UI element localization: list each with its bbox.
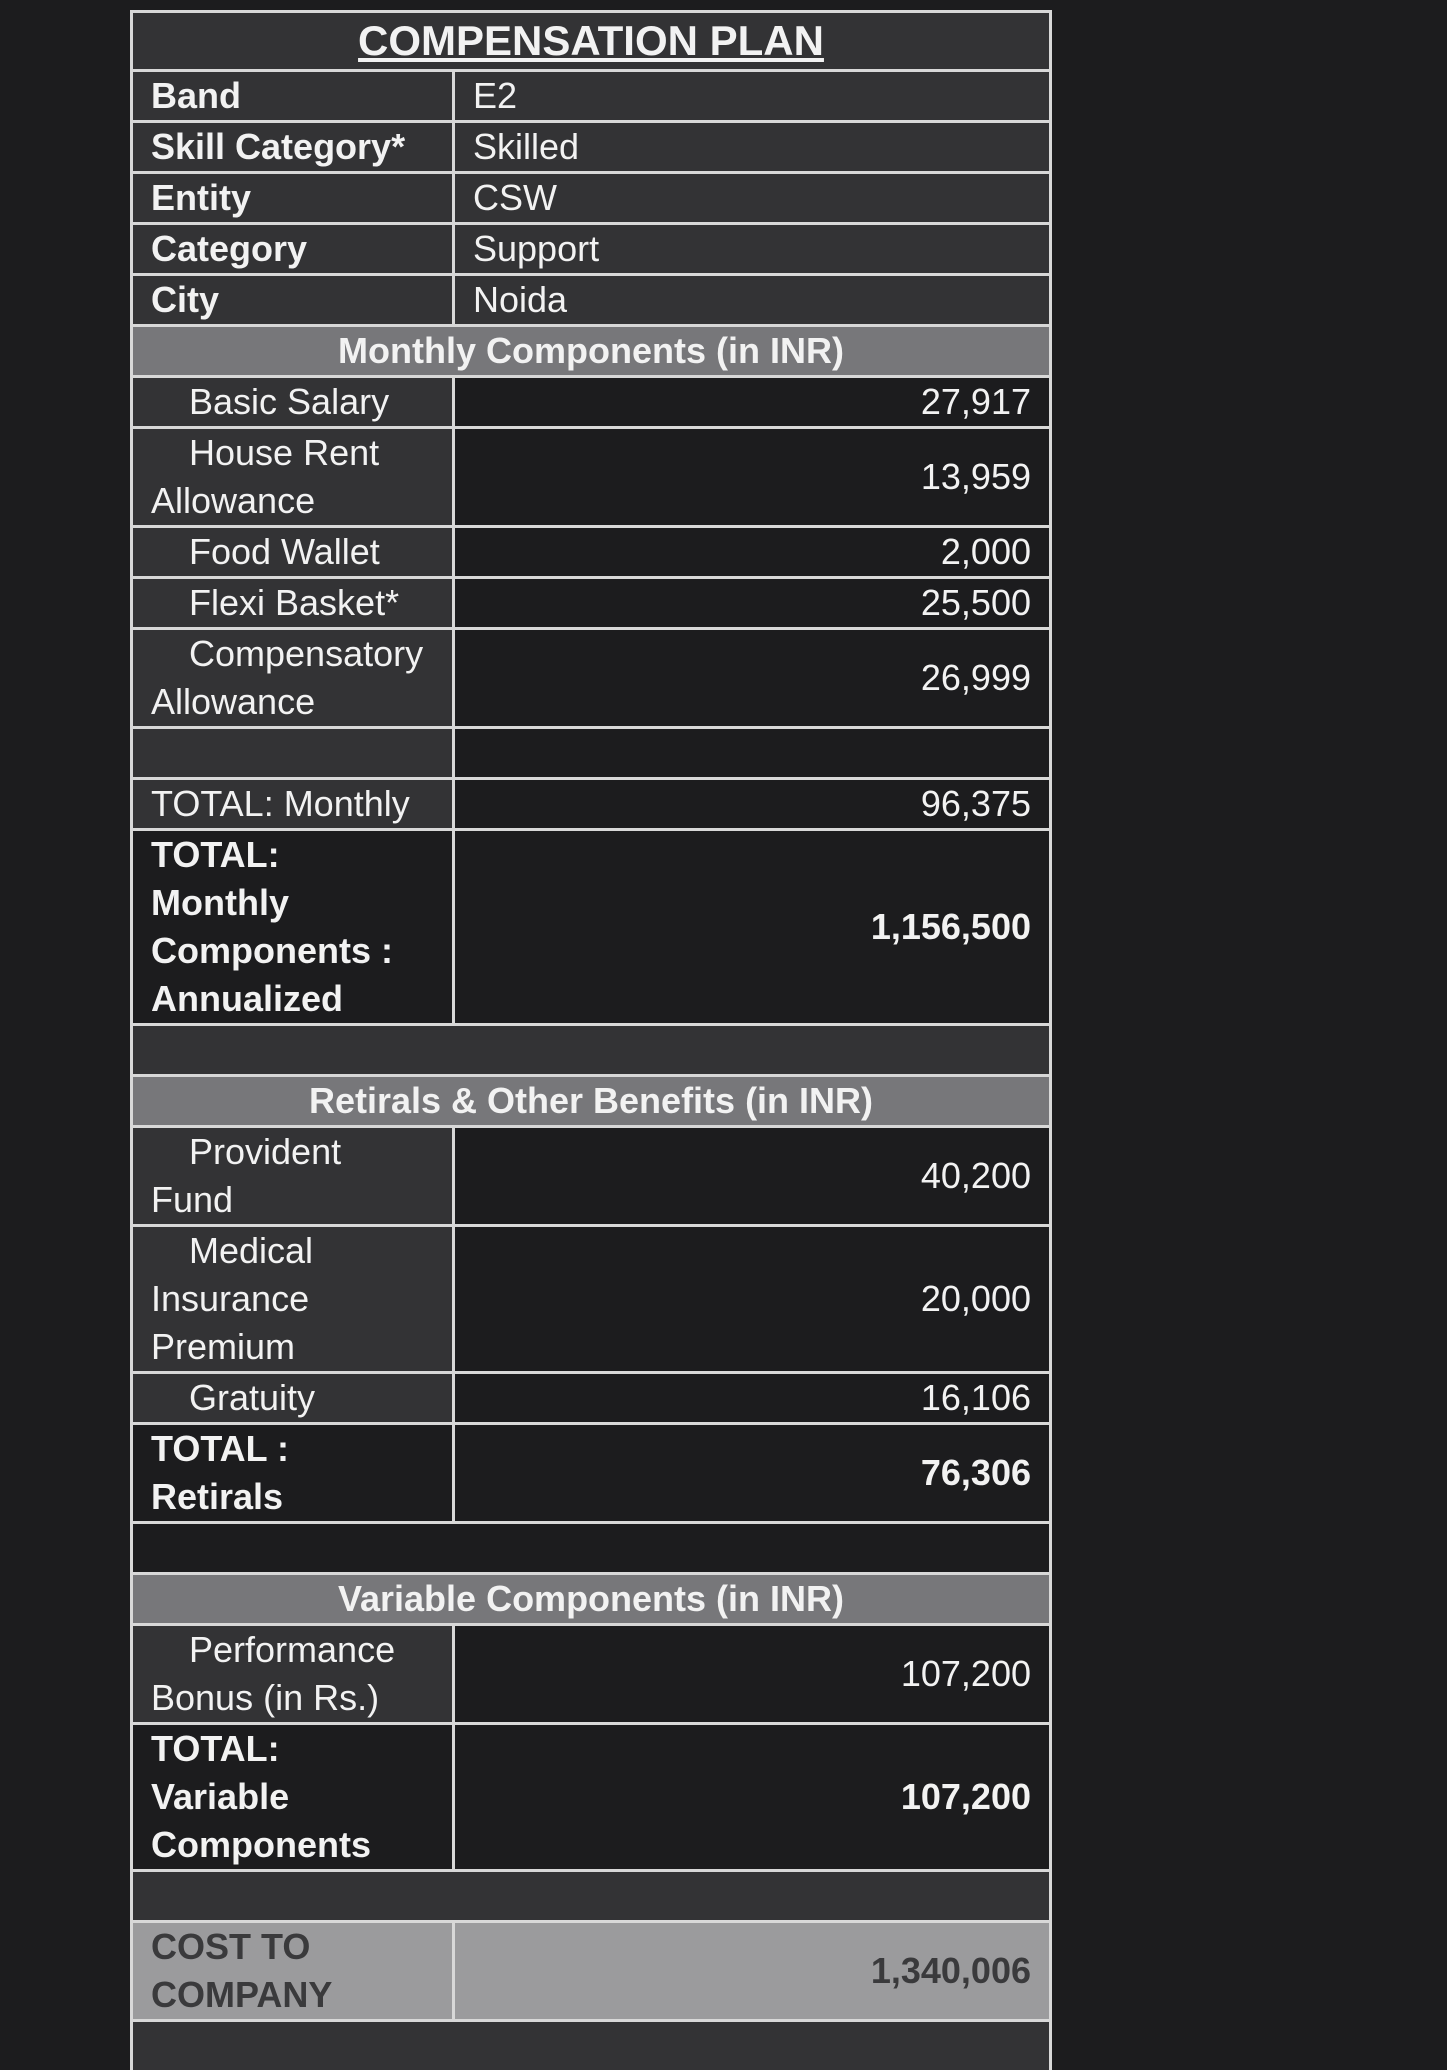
label-line: Insurance bbox=[151, 1278, 310, 1319]
label-line: Components bbox=[151, 1824, 371, 1865]
label-line: Food Wallet bbox=[189, 531, 380, 572]
provident-fund-label bbox=[133, 1128, 455, 1224]
info-row-band bbox=[133, 72, 1049, 123]
medical-insurance-label bbox=[133, 1227, 455, 1371]
city-label: City bbox=[133, 276, 455, 324]
basic-salary-value: 27,917 bbox=[455, 378, 1049, 426]
table-row bbox=[133, 630, 1049, 729]
table-row bbox=[133, 1374, 1049, 1425]
monthly-section-header bbox=[133, 327, 1049, 378]
ctc-label bbox=[133, 1923, 455, 2019]
basic-salary-label bbox=[133, 378, 455, 426]
food-wallet-label bbox=[133, 528, 455, 576]
flexi-basket-label bbox=[133, 579, 455, 627]
table-row bbox=[133, 378, 1049, 429]
total-retirals-row bbox=[133, 1425, 1049, 1524]
cost-to-company-row bbox=[133, 1923, 1049, 2022]
label-line: TOTAL : bbox=[151, 1428, 289, 1469]
label-line: TOTAL: bbox=[151, 834, 280, 875]
info-row-skill-category bbox=[133, 123, 1049, 174]
label-line: COMPANY bbox=[151, 1974, 333, 2015]
info-row-category bbox=[133, 225, 1049, 276]
label-line: Premium bbox=[151, 1326, 296, 1367]
total-monthly-value: 96,375 bbox=[455, 780, 1049, 828]
label-line: COST TO bbox=[151, 1926, 311, 1967]
info-row-entity bbox=[133, 174, 1049, 225]
band-value: E2 bbox=[455, 72, 1049, 120]
label-line: TOTAL: bbox=[151, 1728, 280, 1769]
label-line: House Rent bbox=[189, 432, 380, 473]
page-title: COMPENSATION PLAN bbox=[133, 13, 1049, 69]
label-line: Allowance bbox=[151, 681, 316, 722]
entity-value: CSW bbox=[455, 174, 1049, 222]
compensatory-allowance-label bbox=[133, 630, 455, 726]
label-line: Performance bbox=[189, 1629, 396, 1670]
food-wallet-value: 2,000 bbox=[455, 528, 1049, 576]
label-line: Fund bbox=[151, 1179, 234, 1220]
total-annualized-label bbox=[133, 831, 455, 1023]
label-line: Variable bbox=[151, 1776, 290, 1817]
monthly-heading: Monthly Components (in INR) bbox=[133, 327, 1049, 375]
label-line: Annualized bbox=[151, 978, 344, 1019]
table-row bbox=[133, 429, 1049, 528]
empty-row bbox=[133, 729, 1049, 780]
title-row bbox=[133, 13, 1049, 72]
medical-insurance-value: 20,000 bbox=[455, 1227, 1049, 1371]
table-row bbox=[133, 1227, 1049, 1374]
total-annualized-value: 1,156,500 bbox=[455, 831, 1049, 1023]
label-line: Monthly bbox=[151, 882, 289, 923]
spacer-row bbox=[133, 1872, 1049, 1923]
variable-heading: Variable Components (in INR) bbox=[133, 1575, 1049, 1623]
variable-section-header bbox=[133, 1575, 1049, 1626]
info-row-city bbox=[133, 276, 1049, 327]
hra-label bbox=[133, 429, 455, 525]
total-retirals-value: 76,306 bbox=[455, 1425, 1049, 1521]
compensatory-allowance-value: 26,999 bbox=[455, 630, 1049, 726]
flexi-basket-value: 25,500 bbox=[455, 579, 1049, 627]
retirals-heading: Retirals & Other Benefits (in INR) bbox=[133, 1077, 1049, 1125]
label-line: Basic Salary bbox=[189, 381, 390, 422]
label-line: Retirals bbox=[151, 1476, 284, 1517]
label-line: Bonus (in Rs.) bbox=[151, 1677, 380, 1718]
entity-label: Entity bbox=[133, 174, 455, 222]
skill-category-value: Skilled bbox=[455, 123, 1049, 171]
total-monthly-label: TOTAL: Monthly bbox=[133, 780, 455, 828]
spacer-cell bbox=[133, 1026, 1049, 1074]
spacer-cell bbox=[133, 1872, 1049, 1920]
total-variable-value: 107,200 bbox=[455, 1725, 1049, 1869]
empty-cell bbox=[455, 729, 1049, 777]
label-line: Provident bbox=[189, 1131, 342, 1172]
city-value: Noida bbox=[455, 276, 1049, 324]
gratuity-value: 16,106 bbox=[455, 1374, 1049, 1422]
retirals-section-header bbox=[133, 1077, 1049, 1128]
category-label: Category bbox=[133, 225, 455, 273]
table-row bbox=[133, 579, 1049, 630]
ctc-value: 1,340,006 bbox=[455, 1923, 1049, 2019]
spacer-cell bbox=[133, 1524, 1049, 1572]
total-retirals-label bbox=[133, 1425, 455, 1521]
label-line: Gratuity bbox=[189, 1377, 316, 1418]
total-monthly-row bbox=[133, 780, 1049, 831]
skill-category-label: Skill Category* bbox=[133, 123, 455, 171]
total-annualized-row bbox=[133, 831, 1049, 1026]
label-line: Allowance bbox=[151, 480, 316, 521]
label-line: Compensatory bbox=[189, 633, 424, 674]
spacer-cell bbox=[133, 2022, 1049, 2070]
band-label: Band bbox=[133, 72, 455, 120]
empty-cell bbox=[133, 729, 455, 777]
label-line: Medical bbox=[189, 1230, 314, 1271]
label-line: Components : bbox=[151, 930, 393, 971]
spacer-row bbox=[133, 1026, 1049, 1077]
table-row bbox=[133, 1626, 1049, 1725]
spacer-row bbox=[133, 2022, 1049, 2070]
total-variable-label bbox=[133, 1725, 455, 1869]
total-variable-row bbox=[133, 1725, 1049, 1872]
performance-bonus-label bbox=[133, 1626, 455, 1722]
provident-fund-value: 40,200 bbox=[455, 1128, 1049, 1224]
gratuity-label bbox=[133, 1374, 455, 1422]
table-row bbox=[133, 1128, 1049, 1227]
performance-bonus-value: 107,200 bbox=[455, 1626, 1049, 1722]
table-row bbox=[133, 528, 1049, 579]
label-line: Flexi Basket* bbox=[189, 582, 400, 623]
spacer-row bbox=[133, 1524, 1049, 1575]
hra-value: 13,959 bbox=[455, 429, 1049, 525]
category-value: Support bbox=[455, 225, 1049, 273]
compensation-table bbox=[130, 10, 1052, 2070]
